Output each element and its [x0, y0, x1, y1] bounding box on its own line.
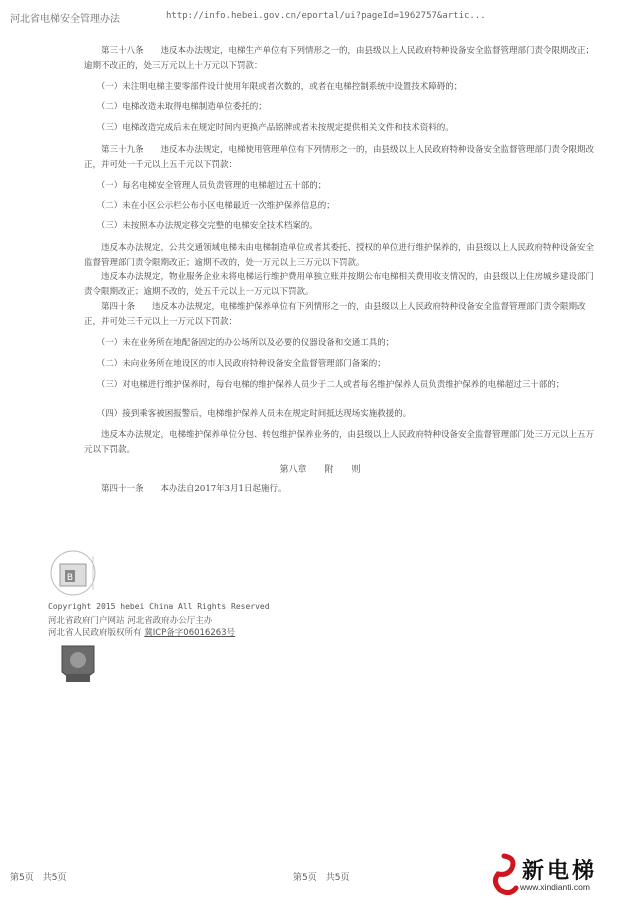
page-counter-left: 第5页 共5页 — [10, 873, 67, 883]
article-39-item-2: （二）未在小区公示栏公布小区电梯最近一次维护保养信息的； — [84, 201, 335, 211]
party-government-badge-icon[interactable] — [58, 642, 98, 687]
article-40-item-1: （一）未在业务所在地配备固定的办公场所以及必要的仪器设备和交通工具的； — [84, 338, 395, 348]
article-40-item-3: （三）对电梯进行维护保养时，每台电梯的维护保养人员少于二人或者每名维护保养人员负责维护保养的电梯超过三十部的； — [84, 380, 565, 390]
article-41: 第四十一条 本办法自2017年3月1日起施行。 — [84, 484, 287, 494]
footer-host: 河北省政府门户网站 河北省政府办公厅主办 — [48, 616, 213, 626]
article-40: 第四十条 违反本办法规定，电梯维护保养单位有下列情形之一的，由县级以上人民政府特种设备安全监督管理部门责令限期改正，并可处三千元以上一万元以下罚款： — [84, 302, 586, 327]
article-40-para-2: 违反本办法规定，电梯维护保养单位分包、转包维护保养业务的，由县级以上人民政府特种设备安全监督管理部门处三万元以上五万元以下罚款。 — [84, 430, 595, 455]
brand-url: www.xindianti.com — [520, 882, 590, 892]
article-38-item-3: （三）电梯改造完成后未在规定时间内更换产品铭牌或者未按规定提供相关文件和技术资料的。 — [84, 123, 454, 133]
footer-rights — [48, 626, 235, 638]
watermark-brand — [490, 852, 630, 900]
page-header-url[interactable]: http://info.hebei.gov.cn/eportal/ui?pageId=1962757&artic... — [166, 11, 486, 21]
brand-logo-icon — [490, 852, 520, 896]
page-header-title: 河北省电梯安全管理办法 — [10, 14, 120, 25]
article-39: 第三十九条 违反本办法规定，电梯使用管理单位有下列情形之一的，由县级以上人民政府特种设备安全监督管理部门责令限期改正，并可处一千元以上五千元以下罚款： — [84, 145, 595, 170]
article-39-para-2: 违反本办法规定，公共交通领域电梯未由电梯制造单位或者其委托、授权的单位进行维护保养的，由县级以上人民政府特种设备安全监督管理部门责令限期改正；逾期不改的，处一万元以上三万元以下罚款。 — [84, 243, 595, 268]
chapter-heading: 第八章 附 则 — [279, 465, 361, 475]
footer-copyright: Copyright 2015 hebei China All Rights Reserved — [48, 602, 270, 611]
svg-text:B: B — [66, 573, 74, 583]
article-39-item-3: （三）未按照本办法规定移交完整的电梯安全技术档案的。 — [84, 221, 318, 231]
article-38-item-2: （二）电梯改造未取得电梯制造单位委托的； — [84, 102, 267, 112]
footer-icp-link[interactable]: 冀ICP备字06016263号 — [144, 628, 236, 638]
footer-rights-text: 河北省人民政府版权所有 — [48, 628, 142, 638]
article-40-item-2: （二）未向业务所在地设区的市人民政府特种设备安全监督管理部门备案的； — [84, 359, 386, 369]
article-38-item-1: （一）未注明电梯主要零部件设计使用年限或者次数的，或者在电梯控制系统中设置技术障碍的； — [84, 82, 463, 92]
page-counter-middle: 第5页 共5页 — [293, 873, 350, 883]
article-39-item-1: （一）每名电梯安全管理人员负责管理的电梯超过五十部的； — [84, 181, 327, 191]
government-emblem-icon — [48, 548, 98, 598]
brand-name: 新电梯 — [522, 859, 598, 884]
article-39-para-3: 违反本办法规定，物业服务企业未将电梯运行维护费用单独立账并按期公布电梯相关费用收支情况的，由县级以上住房城乡建设部门责令限期改正；逾期不改的，处五千元以上一万元以下罚款。 — [84, 272, 595, 297]
article-38: 第三十八条 违反本办法规定，电梯生产单位有下列情形之一的，由县级以上人民政府特种设备安全监督管理部门责令限期改正；逾期不改正的，处三万元以上十万元以下罚款： — [84, 46, 595, 71]
article-40-item-4: （四）接到乘客被困报警后，电梯维护保养人员未在规定时间抵达现场实施救援的。 — [84, 409, 412, 419]
